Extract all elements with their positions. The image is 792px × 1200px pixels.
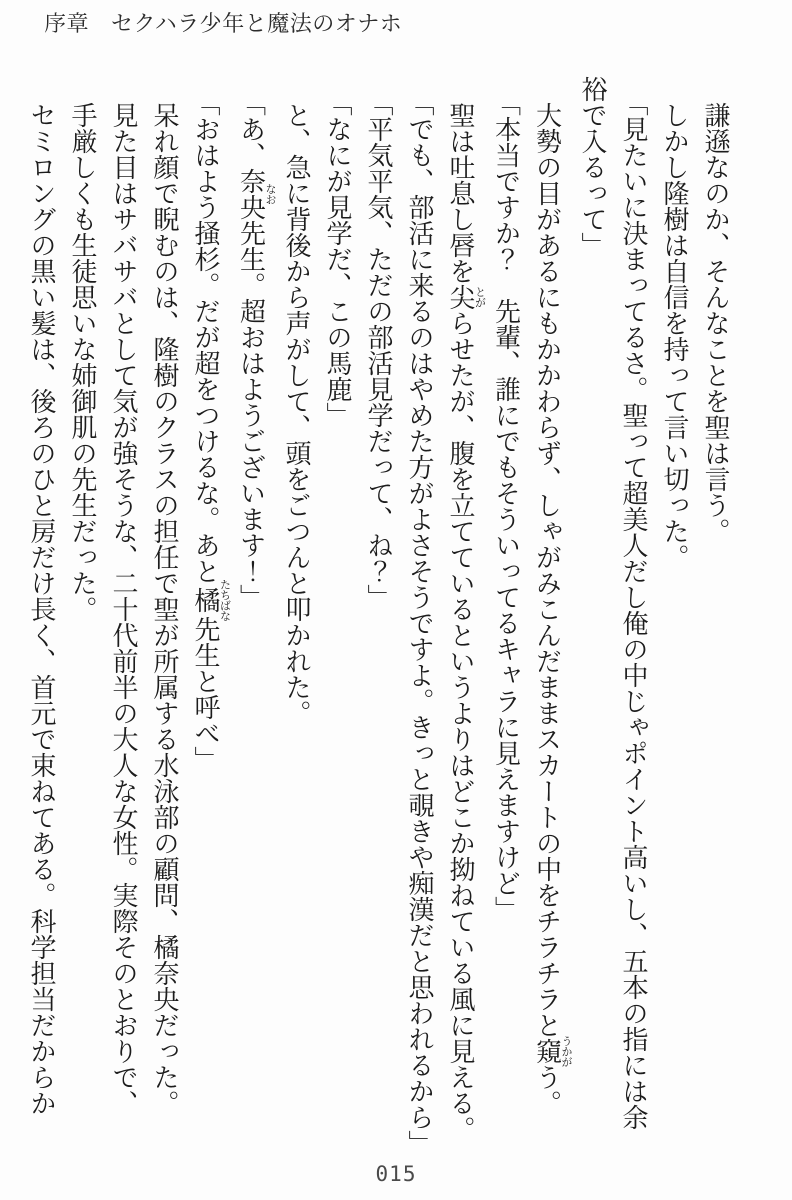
text-line: 「あ、奈央なお先生。超おはようございます！」 [236, 90, 276, 611]
text-line: 「なにが見学だ、この馬鹿」 [323, 90, 352, 429]
text-body [21, 76, 736, 1157]
text-line: 「本当ですか？ 先輩、誰にでもそういってるキャラに見えますけど」 [491, 90, 521, 923]
text-line: 聖は吐息し唇を尖とがらせたが、腹を立てているというよりはどこか拗ねている風に見える。 [446, 102, 486, 1142]
text-line: 謙遜なのか、そんなことを聖は言う。 [701, 102, 730, 544]
page-number: 015 [375, 1162, 417, 1186]
ruby-annotation: 奈央なお [236, 168, 276, 221]
text-line: 裕で入るって」 [578, 76, 607, 258]
text-line: 見た目はサバサバとして気が強そうな、二十代前半の大人な女性。実際そのとおりで、 [109, 102, 138, 1116]
text-line: 「平気平気、ただの部活見学だって、ね？」 [364, 90, 393, 611]
text-line: と、急に背後から声がして、頭をごつんと叩かれた。 [282, 102, 311, 726]
text-line: セミロングの黒い髪は、後ろのひと房だけ長く、首元で束ねてある。科学担当だからか [27, 102, 56, 1116]
chapter-title: セクハラ少年と魔法のオナホ [111, 11, 403, 36]
text-line: 「見たいに決まってるさ。聖って超美人だし俺の中じゃポイント高いし、五本の指には余 [619, 90, 648, 1131]
chapter-header [44, 7, 402, 38]
text-line: 「でも、部活に来るのはやめた方がよさそうですよ。きっと覗きや痴漢だと思われるから」 [405, 90, 434, 1157]
ruby-annotation: 尖とが [446, 284, 486, 310]
ruby-annotation: 窺うかが [532, 1035, 572, 1067]
text-line: しかし隆樹は自信を持って言い切った。 [660, 102, 689, 570]
text-line: 呆れ顔で睨むのは、隆樹のクラスの担任で聖が所属する水泳部の顧問、橘奈央だった。 [150, 102, 179, 1116]
text-line: 「おはよう掻杉。だが超をつけるな。あと橘たちばな先生と呼べ」 [191, 90, 231, 773]
chapter-label: 序章 [44, 11, 90, 36]
ruby-annotation: 橘たちばな [191, 579, 231, 622]
text-line: 大勢の目があるにもかかわらず、しゃがみこんだままスカートの中をチラチラと窺うかがう。 [532, 102, 572, 1116]
text-line: 手厳しくも生徒思いな姉御肌の先生だった。 [68, 102, 97, 622]
